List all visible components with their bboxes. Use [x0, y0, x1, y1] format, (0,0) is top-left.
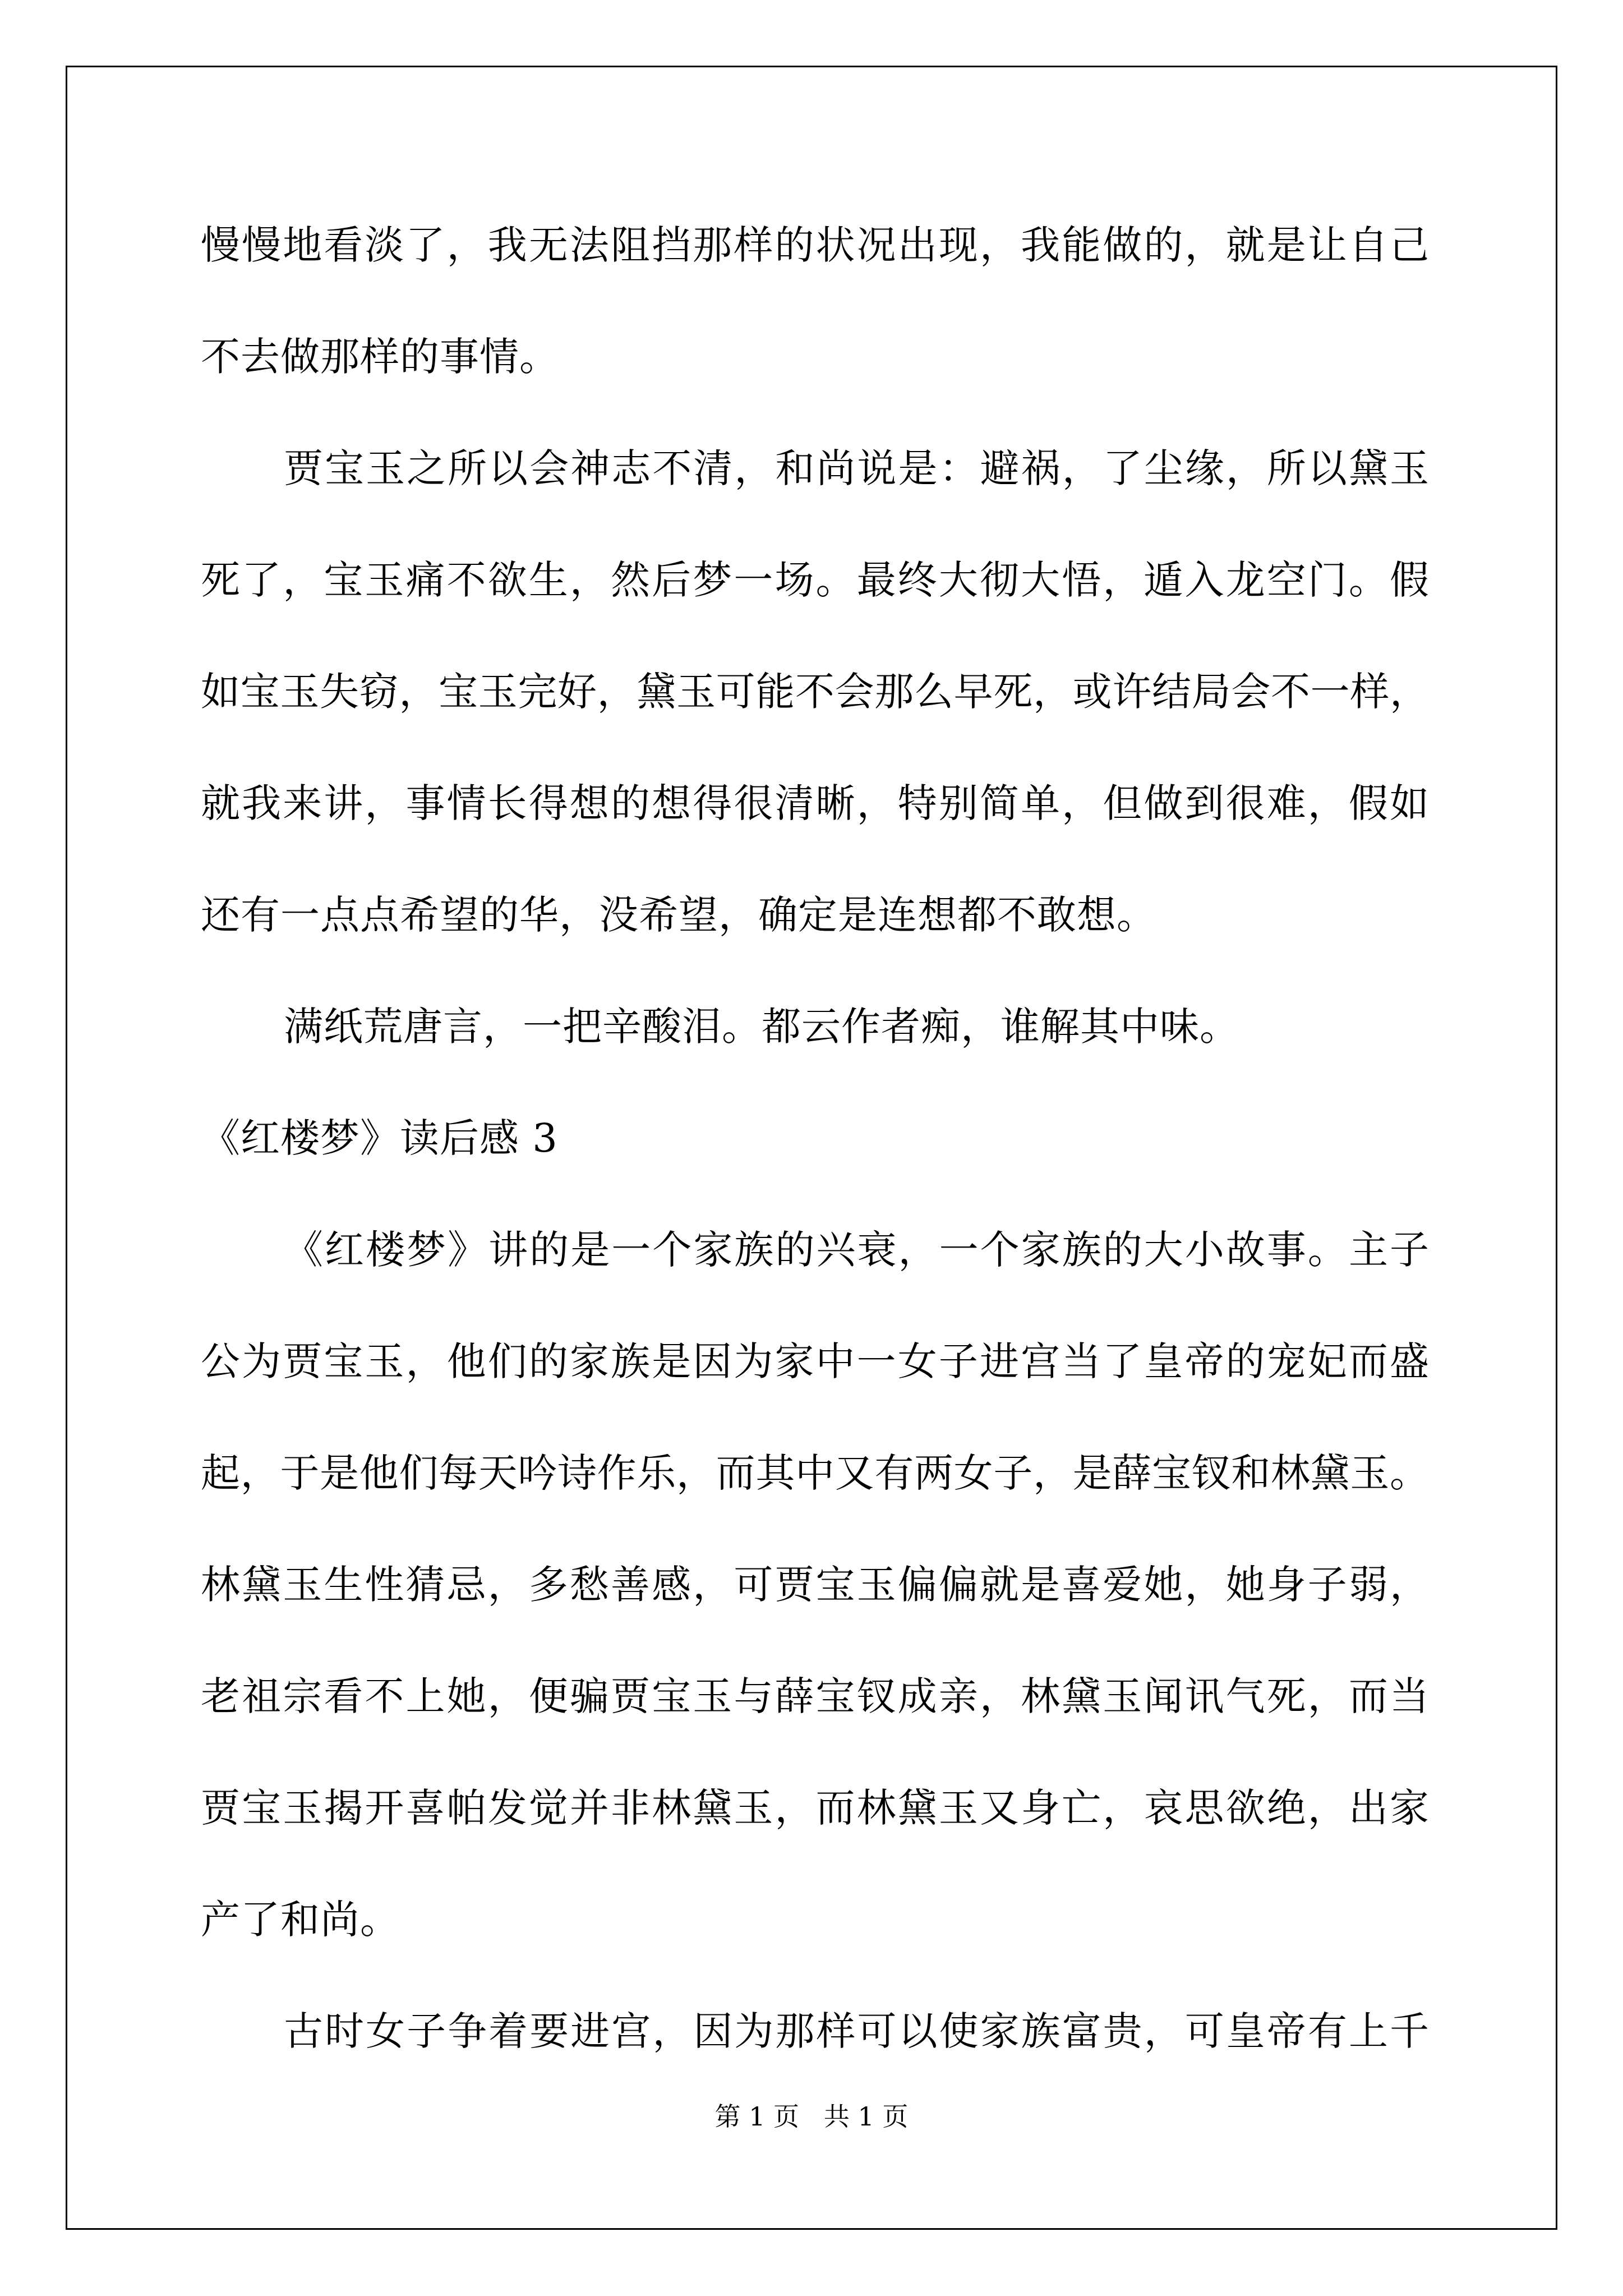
text-line: 死了，宝玉痛不欲生，然后梦一场。最终大彻大悟，遁入龙空门。假	[201, 557, 1429, 603]
text-line: 林黛玉生性猜忌，多愁善感，可贾宝玉偏偏就是喜爱她，她身子弱，	[201, 1562, 1429, 1608]
page-footer: 第 1 页 共 1 页	[714, 2101, 909, 2132]
text-line: 慢慢地看淡了，我无法阻挡那样的状况出现，我能做的，就是让自己	[201, 222, 1429, 268]
text-line: 还有一点点希望的华，没希望，确定是连想都不敢想。	[201, 892, 1156, 938]
section-heading: 《红楼梦》读后感 3	[201, 1115, 558, 1161]
text-line: 贾宝玉之所以会神志不清，和尚说是：避祸，了尘缘，所以黛玉	[284, 445, 1429, 491]
text-line: 《红楼梦》讲的是一个家族的兴衰，一个家族的大小故事。主子	[284, 1227, 1429, 1273]
text-line: 就我来讲，事情长得想的想得很清晰，特别简单，但做到很难，假如	[201, 780, 1429, 826]
text-line: 如宝玉失窃，宝玉完好，黛玉可能不会那么早死，或许结局会不一样，	[201, 669, 1429, 715]
text-line: 贾宝玉揭开喜帕发觉并非林黛玉，而林黛玉又身亡，哀思欲绝，出家	[201, 1785, 1429, 1831]
text-line: 产了和尚。	[201, 1897, 400, 1943]
text-line: 起，于是他们每天吟诗作乐，而其中又有两女子，是薛宝钗和林黛玉。	[201, 1450, 1429, 1496]
text-line: 满纸荒唐言，一把辛酸泪。都云作者痴，谁解其中味。	[284, 1004, 1239, 1050]
text-line: 古时女子争着要进宫，因为那样可以使家族富贵，可皇帝有上千	[284, 2008, 1429, 2054]
text-line: 公为贾宝玉，他们的家族是因为家中一女子进宫当了皇帝的宠妃而盛	[201, 1338, 1429, 1384]
text-line: 不去做那样的事情。	[201, 334, 559, 380]
text-line: 老祖宗看不上她，便骗贾宝玉与薛宝钗成亲，林黛玉闻讯气死，而当	[201, 1673, 1429, 1719]
